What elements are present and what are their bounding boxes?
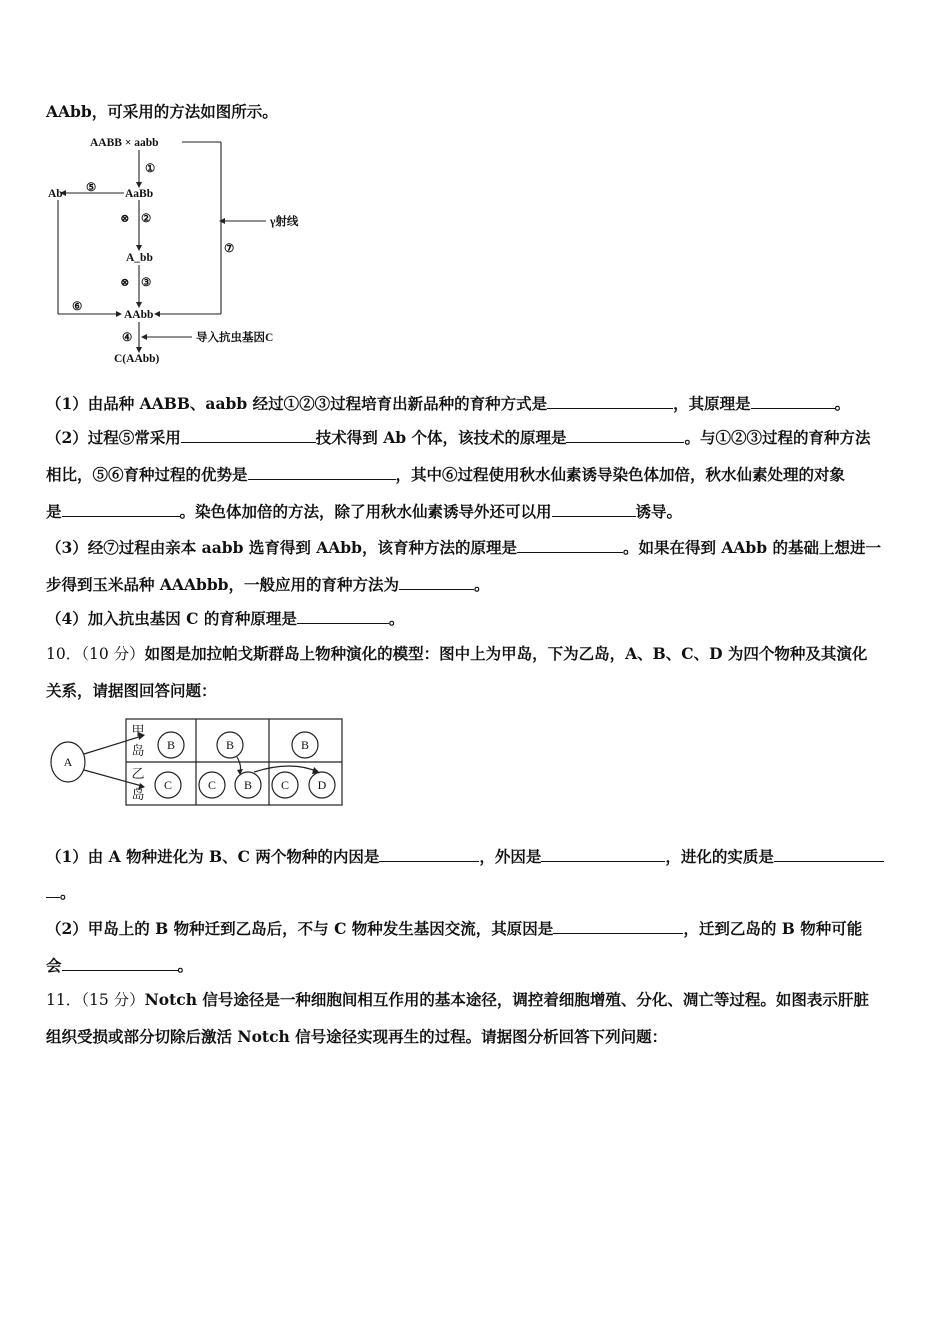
q2-text-c: 。与①②③过程的育种方法 [684, 428, 871, 447]
AAbb-label: AAbb [124, 309, 154, 321]
q4-text-a: （4）加入抗虫基因 C 的育种原理是 [46, 609, 297, 628]
q10-1-text-c: ，进化的实质是 [665, 847, 774, 866]
q3-line-1 [46, 537, 908, 559]
species-C-3: C [280, 778, 290, 792]
q1-line [46, 393, 908, 415]
q2-line-1 [46, 427, 908, 449]
step4-label: ④ [122, 332, 133, 344]
species-D: D [317, 778, 327, 792]
selfing-symbol-1: ⊗ [120, 213, 130, 225]
q2-blank-4[interactable] [62, 502, 180, 517]
q1-text-b: ，其原理是 [673, 394, 751, 413]
q2-blank-2[interactable] [566, 428, 684, 443]
island-diagram [44, 716, 346, 810]
q10-1-text-d: 。 [60, 883, 76, 902]
p10-number: 10．（10 分） [46, 645, 145, 663]
insert-gene-label: 导入抗虫基因C [196, 332, 274, 344]
island-dao-label-1: 岛 [131, 743, 145, 758]
step3-label: ③ [141, 277, 152, 289]
q1-text-a: （1）由品种 AABB、aabb 经过①②③过程培育出新品种的育种方式是 [46, 394, 548, 413]
AaBb-label: AaBb [125, 188, 154, 200]
q10-2-text-c: 会 [46, 956, 62, 975]
q2-text-h: 诱导。 [635, 502, 683, 521]
q10-1-blank-1[interactable] [379, 847, 479, 862]
species-B-3: B [300, 738, 310, 752]
q4-text-b: 。 [388, 609, 405, 628]
p11-text-1: Notch 信号途径是一种细胞间相互作用的基本途径，调控着细胞增殖、分化、凋亡等过程。如图表示肝脏 [144, 990, 869, 1009]
q2-text-b: 技术得到 Ab 个体，该技术的原理是 [315, 428, 567, 447]
q1-text-c: 。 [834, 394, 851, 413]
q2-blank-3[interactable] [248, 465, 396, 480]
C-AAbb-label: C(AAbb) [114, 353, 160, 365]
island-dao-label-2: 岛 [131, 787, 145, 802]
q4-line [46, 608, 908, 630]
q10-2-line-1 [46, 918, 908, 940]
q1-blank-2[interactable] [751, 394, 835, 409]
q10-2-blank-2[interactable] [62, 956, 178, 971]
island-yi-label: 乙 [131, 766, 145, 781]
step5-label: ⑤ [86, 182, 97, 194]
breeding-diagram [44, 130, 304, 370]
q3-text-a: （3）经⑦过程由亲本 aabb 选育得到 AAbb，该育种方法的原理是 [46, 538, 517, 557]
q3-text-b: 。如果在得到 AAbb 的基础上想进一 [622, 538, 881, 557]
q2-text-e: ，其中⑥过程使用秋水仙素诱导染色体加倍，秋水仙素处理的对象 [395, 465, 846, 484]
q10-1-blank-2[interactable] [541, 847, 665, 862]
q10-2-line-2 [46, 955, 908, 977]
gamma-ray-label: γ射线 [270, 216, 299, 228]
q10-2-text-b: ，迁到乙岛的 B 物种可能 [683, 919, 863, 938]
selfing-symbol-2: ⊗ [120, 277, 130, 289]
q10-2-text-d: 。 [177, 956, 194, 975]
step2-label: ② [141, 213, 152, 225]
island-jia-label: 甲 [131, 723, 145, 738]
q10-1-text-a: （1）由 A 物种进化为 B、C 两个物种的内因是 [46, 847, 380, 866]
step1-label: ① [145, 163, 156, 175]
q10-1-blank-3-cont[interactable] [46, 883, 60, 898]
species-A: A [63, 755, 73, 769]
species-C-1: C [163, 778, 173, 792]
q10-1-blank-3[interactable] [774, 847, 884, 862]
q2-blank-5[interactable] [552, 502, 636, 517]
species-B-4: B [243, 778, 253, 792]
q1-blank-1[interactable] [547, 394, 673, 409]
q2-blank-1[interactable] [181, 428, 316, 443]
p10-line-1 [46, 643, 908, 665]
A_bb-label: A_bb [126, 252, 153, 264]
q10-1-line-1 [46, 846, 908, 868]
q10-1-text-b: ，外因是 [479, 847, 542, 866]
p11-line-2: 组织受损或部分切除后激活 Notch 信号途径实现再生的过程。请据图分析回答下列问题： [46, 1027, 668, 1046]
intro-line: AAbb，可采用的方法如图所示。 [46, 102, 278, 121]
q10-2-blank-1[interactable] [553, 919, 683, 934]
q2-text-d: 相比，⑤⑥育种过程的优势是 [46, 465, 248, 484]
q2-text-f: 是 [46, 502, 62, 521]
q3-text-c: 步得到玉米品种 AAAbbb，一般应用的育种方法为 [46, 575, 399, 594]
Ab-label: Ab [48, 188, 63, 200]
q4-blank-1[interactable] [297, 609, 389, 624]
p11-number: 11．（15 分） [46, 991, 145, 1009]
parents-label: AABB × aabb [90, 137, 159, 149]
q3-line-2 [46, 574, 908, 596]
p10-text-1: 如图是加拉帕戈斯群岛上物种演化的模型：图中上为甲岛，下为乙岛，A、B、C、D 为四个物种及其演化 [144, 644, 868, 663]
q3-text-d: 。 [474, 575, 490, 594]
q3-blank-2[interactable] [399, 575, 474, 590]
species-B-2: B [225, 738, 235, 752]
q3-blank-1[interactable] [517, 538, 623, 553]
q2-line-2 [46, 464, 908, 486]
q10-2-text-a: （2）甲岛上的 B 物种迁到乙岛后，不与 C 物种发生基因交流，其原因是 [46, 919, 554, 938]
step7-label: ⑦ [224, 243, 235, 255]
species-B-1: B [166, 738, 176, 752]
species-C-2: C [207, 778, 217, 792]
p11-line-1 [46, 989, 908, 1011]
q2-line-3 [46, 501, 908, 523]
q2-text-g: 。染色体加倍的方法，除了用秋水仙素诱导外还可以用 [179, 502, 552, 521]
q2-text-a: （2）过程⑤常采用 [46, 428, 181, 447]
step6-label: ⑥ [72, 301, 83, 313]
q10-1-line-2 [46, 882, 908, 904]
p10-line-2: 关系，请据图回答问题： [46, 681, 217, 700]
